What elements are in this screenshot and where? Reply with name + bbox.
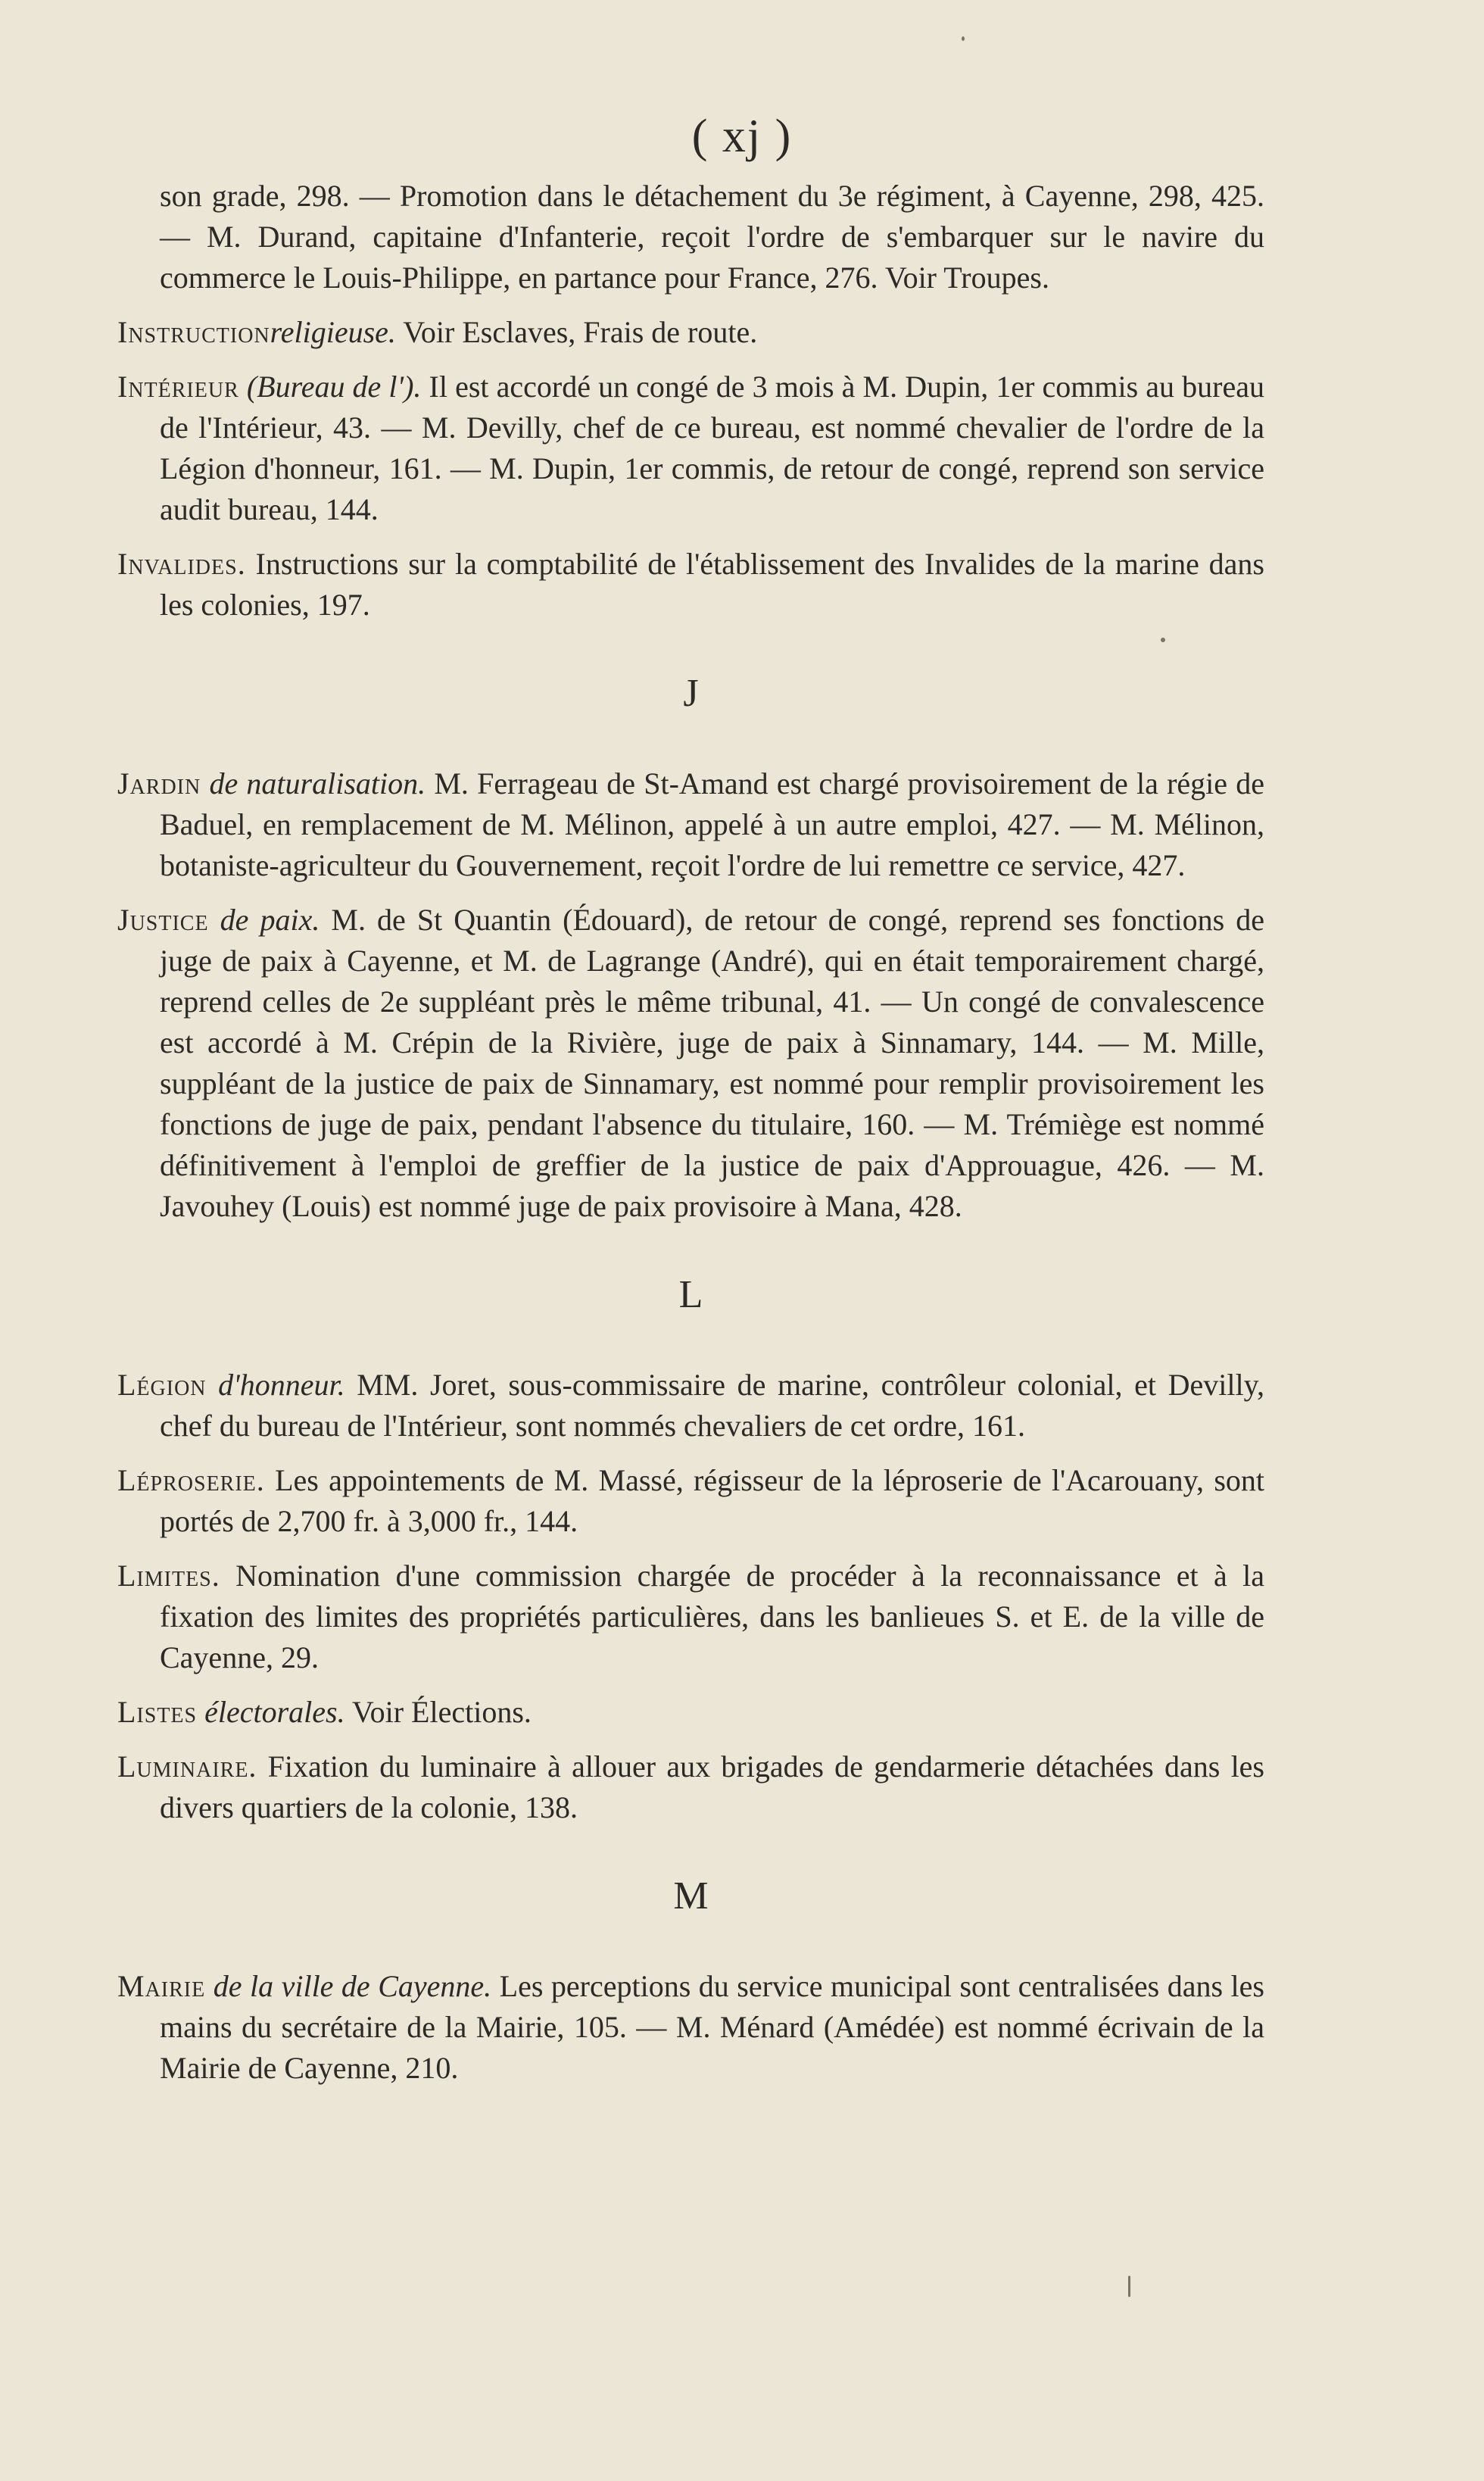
entry-text: Fixation du luminaire à allouer aux brigades de gendarmerie détachées dans les divers quartiers de la colonie, 138. (160, 1749, 1264, 1824)
entry-text: Les perceptions du service municipal sont centralisées dans les mains du secrétaire de la Mairie, 105. — M. Ménard (Amédée) est nommé écrivain de la Mairie de Cayenne, 210. (160, 1969, 1264, 2085)
entry-text: Il est accordé un congé de 3 mois à M. Dupin, 1er commis au bureau de l'Intérieur, 43. — M. Devilly, chef de ce bureau, est nommé chevalier de l'ordre de la Légion d'honneur, 161. — M. Dupin, 1er commis, de retour de congé, reprend son service audit bureau, 144. (160, 370, 1264, 526)
entry-heading: Limites. (117, 1559, 220, 1593)
entry-text: Les appointements de M. Massé, régisseur de la léproserie de l'Acarouany, sont portés de 2,700 fr. à 3,000 fr., 144. (160, 1463, 1264, 1538)
entry-subheading: de naturalisation. (201, 766, 426, 800)
index-sections (117, 312, 1264, 2089)
paper-speck (1161, 638, 1165, 642)
entry-subheading: de paix. (208, 903, 320, 937)
index-entry (117, 367, 1264, 530)
entry-subheading: électorales. (197, 1695, 345, 1729)
entry-text: Voir Esclaves, Frais de route. (395, 315, 758, 349)
section-letter: L (678, 1273, 703, 1316)
entry-text: MM. Joret, sous-commissaire de marine, contrôleur colonial, et Devilly, chef du bureau de l'Intérieur, sont nommés chevaliers de cet ordre, 161. (160, 1368, 1264, 1443)
index-content (117, 176, 1264, 2102)
index-entry (117, 1746, 1264, 1828)
entry-text: Nomination d'une commission chargée de procéder à la reconnaissance et à la fixation des limites des propriétés particulières, dans les banlieues S. et E. de la ville de Cayenne, 29. (160, 1559, 1264, 1674)
entry-heading: Invalides. (117, 547, 246, 581)
entry-heading: Intérieur (117, 370, 239, 404)
entry-text: Instructions sur la comptabilité de l'établissement des Invalides de la marine dans les colonies, 197. (160, 547, 1264, 622)
entry-heading: Justice (117, 903, 209, 937)
index-entry (117, 1556, 1264, 1678)
page-number: ( xj ) (691, 111, 793, 162)
index-entry (117, 1966, 1264, 2089)
entry-heading: Léproserie. (117, 1463, 265, 1497)
index-entry (117, 544, 1264, 626)
paper-speck (962, 36, 965, 41)
entry-text: M. de St Quantin (Édouard), de retour de congé, reprend ses fonctions de juge de paix à Cayenne, et M. de Lagrange (André), qui en était temporairement chargé, reprend celles de 2e suppléant près le même tribunal, 41. — Un congé de convalescence est accordé à M. Crépin de la Rivière, juge de paix à Sinnamary, 144. — M. Mille, suppléant de la justice de paix de Sinnamary, est nommé pour remplir provisoirement les fonctions de juge de paix, pendant l'absence du titulaire, 160. — M. Trémiège est nommé définitivement à l'emploi de greffier de la justice de paix d'Approuague, 426. — M. Javouhey (Louis) est nommé juge de paix provisoire à Mana, 428. (160, 903, 1265, 1223)
entry-subheading: de la ville de Cayenne. (205, 1969, 492, 2003)
section-letter: M (673, 1874, 709, 1918)
entry-heading: Légion (117, 1368, 207, 1402)
entry-subheading: (Bureau de l'). (238, 370, 422, 404)
index-entry (117, 1692, 1264, 1733)
continuation-text: son grade, 298. — Promotion dans le détachement du 3e régiment, à Cayenne, 298, 425. — M. Durand, capitaine d'Infanterie, reçoit l'ordre de s'embarquer sur le navire du commerce le Louis-Philippe, en partance pour France, 276. Voir Troupes. (160, 179, 1264, 295)
entry-heading: Listes (117, 1695, 198, 1729)
entry-text: M. Ferrageau de St-Amand est chargé provisoirement de la régie de Baduel, en remplacement de M. Mélinon, appelé à un autre emploi, 427. — M. Mélinon, botaniste-agriculteur du Gouvernement, reçoit l'ordre de lui remettre ce service, 427. (160, 766, 1265, 882)
entry-text: Voir Élections. (344, 1695, 532, 1729)
index-entry (117, 312, 1264, 353)
entry-heading: Luminaire. (117, 1749, 257, 1784)
entry-heading: Mairie (117, 1969, 206, 2003)
paper-speck (1128, 2276, 1130, 2297)
entry-subheading: religieuse. (270, 315, 396, 349)
index-entry (117, 900, 1264, 1227)
index-entry (117, 763, 1264, 886)
index-entry (117, 1460, 1264, 1542)
entry-heading: Instruction (117, 315, 270, 349)
entry-heading: Jardin (117, 766, 201, 800)
index-entry (117, 1365, 1264, 1446)
entry-subheading: d'honneur. (206, 1368, 345, 1402)
section-letter: J (683, 672, 699, 715)
